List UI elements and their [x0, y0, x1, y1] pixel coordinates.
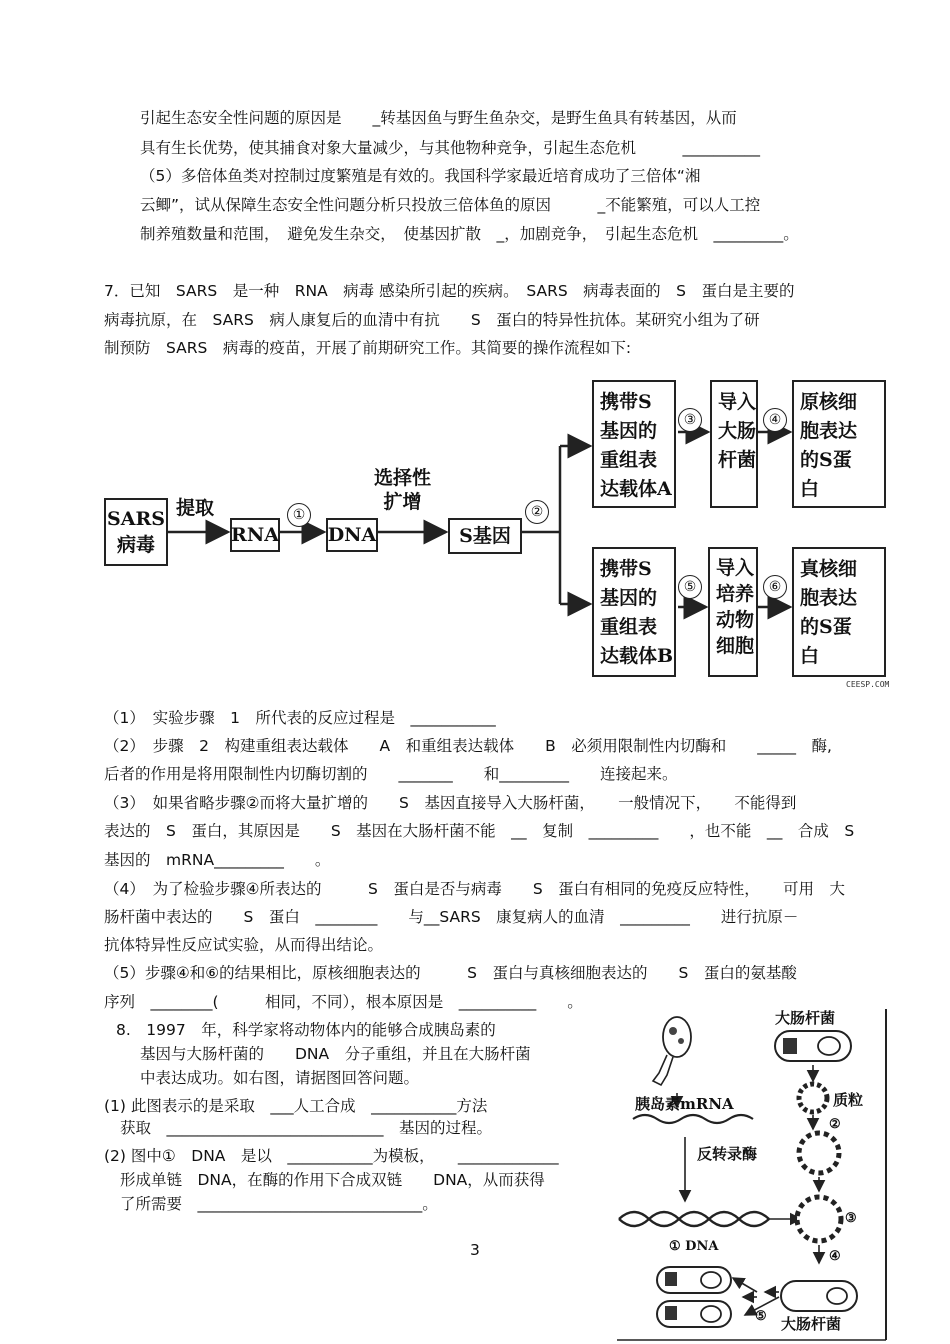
step2-fig-label: ② — [829, 1117, 841, 1132]
q8-line-1: 8. 1997 年，科学家将动物体内的能够合成胰岛素的 — [116, 1021, 496, 1039]
para-line-2: 具有生长优势，使其捕食对象大量减少，与其他物种竞争，引起生态危机 __________ — [140, 139, 761, 157]
q8-a-line1: (1) 此图表示的是采取 ___人工合成 ___________方法 — [104, 1097, 488, 1115]
step4-marker: ④ — [763, 408, 787, 432]
q7-line-1: 7．已知 SARS 是一种 RNA 病毒 感染所引起的疾病。 SARS 病毒表面的 S 蛋白是主要的 — [104, 282, 795, 300]
q7-sub4-line1: （4） 为了检验步骤④所表达的 S 蛋白是否与病毒 S 蛋白有相同的免疫反应特性， 可用 大 — [104, 880, 845, 898]
q7-sub5-line1: （5）步骤④和⑥的结果相比，原核细胞表达的 S 蛋白与真核细胞表达的 S 蛋白的氨基酸 — [104, 964, 797, 982]
insulin-figure — [615, 1005, 890, 1344]
prokaryotic-protein-box: 原核细 胞表达 的S蛋 白 — [792, 380, 886, 508]
para-line-1: 引起生态安全性问题的原因是 _转基因鱼与野生鱼杂交，是野生鱼具有转基因，从而 — [140, 109, 737, 127]
rna-box: RNA — [230, 518, 280, 552]
s-gene-box: S基因 — [448, 518, 522, 554]
animal-cell-import-box: 导入 培养 动物 细胞 — [708, 547, 758, 677]
q7-sub3-line2: 表达的 S 蛋白，其原因是 S 基因在大肠杆菌不能 __ 复制 _________ ，也不能 __ 合成 S — [104, 822, 855, 840]
q8-line-2: 基因与大肠杆菌的 DNA 分子重组，并且在大肠杆菌 — [140, 1045, 531, 1063]
step5-fig-label: ⑤ — [755, 1309, 767, 1324]
q7-line-2: 病毒抗原，在 SARS 病人康复后的血清中有抗 S 蛋白的特异性抗体。某研究小组为了研 — [104, 311, 760, 329]
q7-sub3-line1: （3） 如果省略步骤②而将大量扩增的 S 基因直接导入大肠杆菌， 一般情况下， 不能得到 — [104, 794, 797, 812]
step1-marker: ① — [287, 503, 311, 527]
para-line-4: 云鲫”，试从保障生态安全性问题分析只投放三倍体鱼的原因 _不能繁殖，可以人工控 — [140, 196, 761, 214]
q8-a-line2: 获取 ____________________________ 基因的过程。 — [120, 1119, 493, 1137]
q7-sub2-line1: （2） 步骤 2 构建重组表达载体 A 和重组表达载体 B 必须用限制性内切酶和 _____ 酶, — [104, 737, 832, 755]
vector-b-box: 携带S 基因的 重组表 达载体B — [592, 547, 676, 677]
ecoli-bottom-label: 大肠杆菌 — [781, 1315, 842, 1333]
flow-diagram — [100, 372, 895, 692]
q8-b-line2: 形成单链 DNA，在酶的作用下合成双链 DNA，从而获得 — [120, 1171, 545, 1189]
q8-b-line1: (2) 图中① DNA 是以 ___________为模板， _____________ — [104, 1147, 559, 1165]
para-line-5: 制养殖数量和范围， 避免发生杂交， 使基因扩散 _，加剧竞争， 引起生态危机 _________。 — [140, 225, 799, 243]
plasmid-label: 质粒 — [833, 1091, 864, 1109]
page-number: 3 — [470, 1241, 480, 1259]
q7-sub5-line2: 序列 ________( 相同，不同），根本原因是 __________ 。 — [104, 993, 583, 1011]
step2-marker: ② — [525, 500, 549, 524]
dna-box: DNA — [326, 518, 378, 552]
step5-marker: ⑤ — [678, 575, 702, 599]
q7-sub1: （1） 实验步骤 1 所代表的反应过程是 ___________ — [104, 709, 496, 727]
eukaryotic-protein-box: 真核细 胞表达 的S蛋 白 — [792, 547, 886, 677]
step6-marker: ⑥ — [763, 575, 787, 599]
dna-fig-label: ① DNA — [669, 1239, 719, 1254]
vector-a-box: 携带S 基因的 重组表 达载体A — [592, 380, 676, 508]
para-line-3: （5）多倍体鱼类对控制过度繁殖是有效的。我国科学家最近培育成功了三倍体“湘 — [140, 167, 701, 185]
sars-virus-box: SARS 病毒 — [104, 498, 168, 566]
q7-sub2-line2: 后者的作用是将用限制性内切酶切割的 _______ 和_________ 连接起来。 — [104, 765, 678, 783]
step4-fig-label: ④ — [829, 1249, 841, 1264]
insulin-figure-drawing — [615, 1005, 890, 1344]
q8-b-line3: 了所需要 _____________________________。 — [120, 1195, 438, 1213]
step3-marker: ③ — [678, 408, 702, 432]
q7-sub3-line3: 基因的 mRNA_________ 。 — [104, 851, 331, 869]
watermark: CEESP.COM — [846, 680, 890, 689]
q7-sub4-line3: 抗体特异性反应试实验，从而得出结论。 — [104, 936, 384, 954]
extract-label: 提取 — [176, 497, 215, 519]
selective-amplify-label: 选择性 扩增 — [374, 467, 432, 513]
step3-fig-label: ③ — [845, 1211, 857, 1226]
q7-sub4-line2: 肠杆菌中表达的 S 蛋白 ________ 与__SARS 康复病人的血清 _________ 进行抗原－ — [104, 908, 799, 926]
reverse-transcriptase-label: 反转录酶 — [697, 1145, 758, 1163]
ecoli-top-label: 大肠杆菌 — [775, 1009, 836, 1027]
ecoli-import-box: 导入 大肠 杆菌 — [710, 380, 758, 508]
insulin-mrna-label: 胰岛素mRNA — [635, 1095, 734, 1113]
q8-line-3: 中表达成功。如右图，请据图回答问题。 — [140, 1069, 420, 1087]
q7-line-3: 制预防 SARS 病毒的疫苗，开展了前期研究工作。其简要的操作流程如下: — [104, 339, 632, 357]
